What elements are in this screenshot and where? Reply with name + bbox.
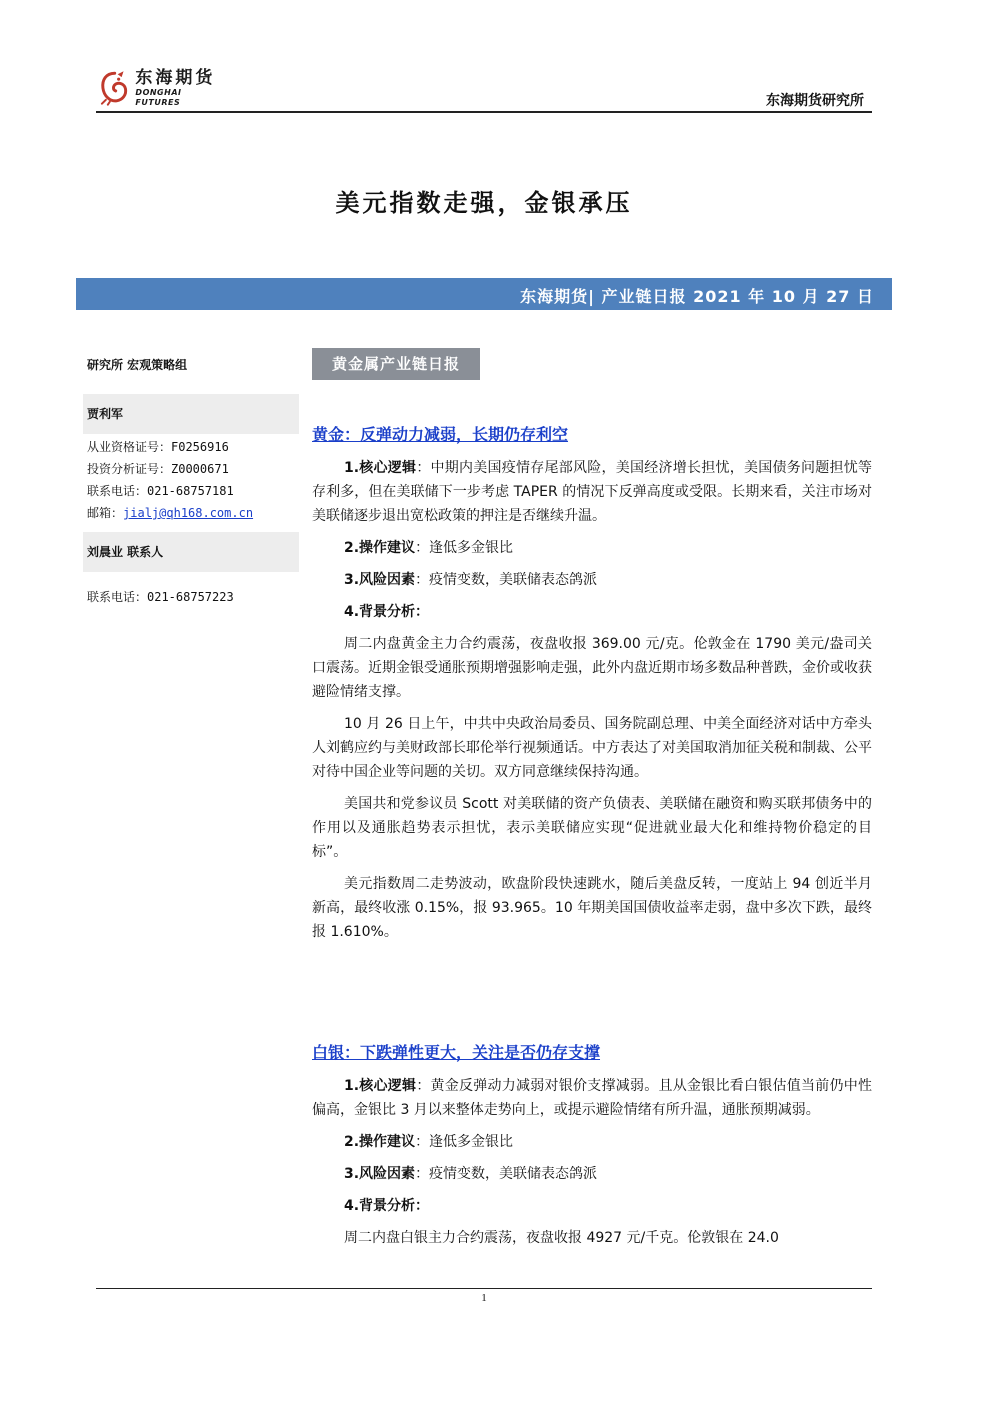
report-title: 美元指数走强，金银承压 [335,189,633,217]
silver-risk [312,1162,872,1186]
gold-risk-text: ：疫情变数，美联储表态鸽派 [415,572,598,588]
footer-divider [96,1288,872,1289]
investment-cert-number: 投资分析证号：Z0000671 [87,462,229,476]
analyst-email-row [83,502,299,524]
report-banner [76,278,892,310]
institute-name: 东海期货研究所 [766,93,864,109]
gold-core-logic-label: 1.核心逻辑 [344,460,417,476]
gold-core-logic-text: ：中期内美国疫情存尾部风险，美国经济增长担忧，美国债务问题担忧等存利多，但在美联储下一步考虑 TAPER 的情况下反弹高度或受限。长期来看，关注市场对美联储逐步退出宽松政策的押注是否继续升温。 [312,460,873,524]
analyst-phone: 联系电话：021-68757181 [87,484,234,498]
gold-risk [312,568,872,592]
contact-name: 刘晨业 联系人 [83,532,299,572]
silver-background-label [312,1194,872,1218]
gold-bg-paragraph-4: 美元指数周二走势波动，欧盘阶段快速跳水，随后美盘反转，一度站上 94 创近半月新高，最终收涨 0.15%，报 93.965。10 年期美国国债收益率走弱，盘中多次下跌，最终报 1.610%。 [312,876,872,940]
gold-bg-paragraph-2: 10 月 26 日上午，中共中央政治局委员、国务院副总理、中美全面经济对话中方牵头人刘鹤应约与美财政部长耶伦举行视频通话。中方表达了对美国取消加征关税和制裁、公平对待中国企业等问题的关切。双方同意继续保持沟通。 [312,716,872,780]
email-link[interactable]: jialj@qh168.com.cn [123,506,254,520]
header-divider [96,111,872,113]
silver-section [312,1040,872,1258]
silver-background-label-text: 4.背景分析： [344,1198,430,1214]
email-label: 邮箱： [87,506,124,520]
gold-core-logic [312,456,872,528]
section-tag: 黄金属产业链日报 [312,348,480,380]
dragon-logo-icon [98,70,131,106]
gold-heading-link[interactable]: 黄金：反弹动力减弱，长期仍存利空 [312,425,569,444]
research-group: 研究所 宏观策略组 [87,358,188,372]
gold-background-label [312,600,872,624]
silver-advice [312,1130,872,1154]
gold-bg-paragraph-1: 周二内盘黄金主力合约震荡，夜盘收报 369.00 元/克。伦敦金在 1790 美元/盎司关口震荡。近期金银受通胀预期增强影响走强，此外内盘近期市场多数品种普跌，金价或收获避险情绪支撑。 [312,636,872,700]
gold-risk-label: 3.风险因素 [344,572,416,588]
silver-heading-link[interactable]: 白银：下跌弹性更大，关注是否仍存支撑 [312,1043,601,1062]
silver-advice-text: ：逢低多金银比 [415,1134,514,1150]
silver-risk-label: 3.风险因素 [344,1166,416,1182]
logo-cn-text: 东海期货 [135,68,216,88]
gold-advice [312,536,872,560]
gold-bg-paragraph-3: 美国共和党参议员 Scott 对美联储的资产负债表、美联储在融资和购买联邦债务中的作用以及通胀趋势表示担忧，表示美联储应实现“促进就业最大化和维持物价稳定的目标”。 [312,796,872,860]
silver-core-logic [312,1074,872,1122]
silver-advice-label: 2.操作建议 [344,1134,416,1150]
banner-text: 东海期货| 产业链日报 2021 年 10 月 27 日 [520,287,874,306]
logo-en-text: DONGHAI FUTURES [135,88,182,107]
gold-background-label-text: 4.背景分析： [344,604,430,620]
gold-section [312,422,872,952]
gold-advice-text: ：逢低多金银比 [415,540,514,556]
silver-core-logic-text: ：黄金反弹动力减弱对银价支撑减弱。且从金银比看白银估值当前仍中性偏高，金银比 3 月以来整体走势向上，或提示避险情绪有所升温，通胀预期减弱。 [312,1078,873,1118]
company-logo [98,68,228,108]
silver-bg-paragraph-1: 周二内盘白银主力合约震荡，夜盘收报 4927 元/千克。伦敦银在 24.0 [344,1230,779,1246]
silver-core-logic-label: 1.核心逻辑 [344,1078,417,1094]
contact-phone: 联系电话：021-68757223 [87,590,234,604]
author-sidebar [83,350,299,608]
gold-advice-label: 2.操作建议 [344,540,416,556]
page-number: 1 [481,1292,487,1304]
qualification-number: 从业资格证号：F0256916 [87,440,229,454]
analyst-name: 贾利军 [83,394,299,434]
silver-risk-text: ：疫情变数，美联储表态鸽派 [415,1166,598,1182]
